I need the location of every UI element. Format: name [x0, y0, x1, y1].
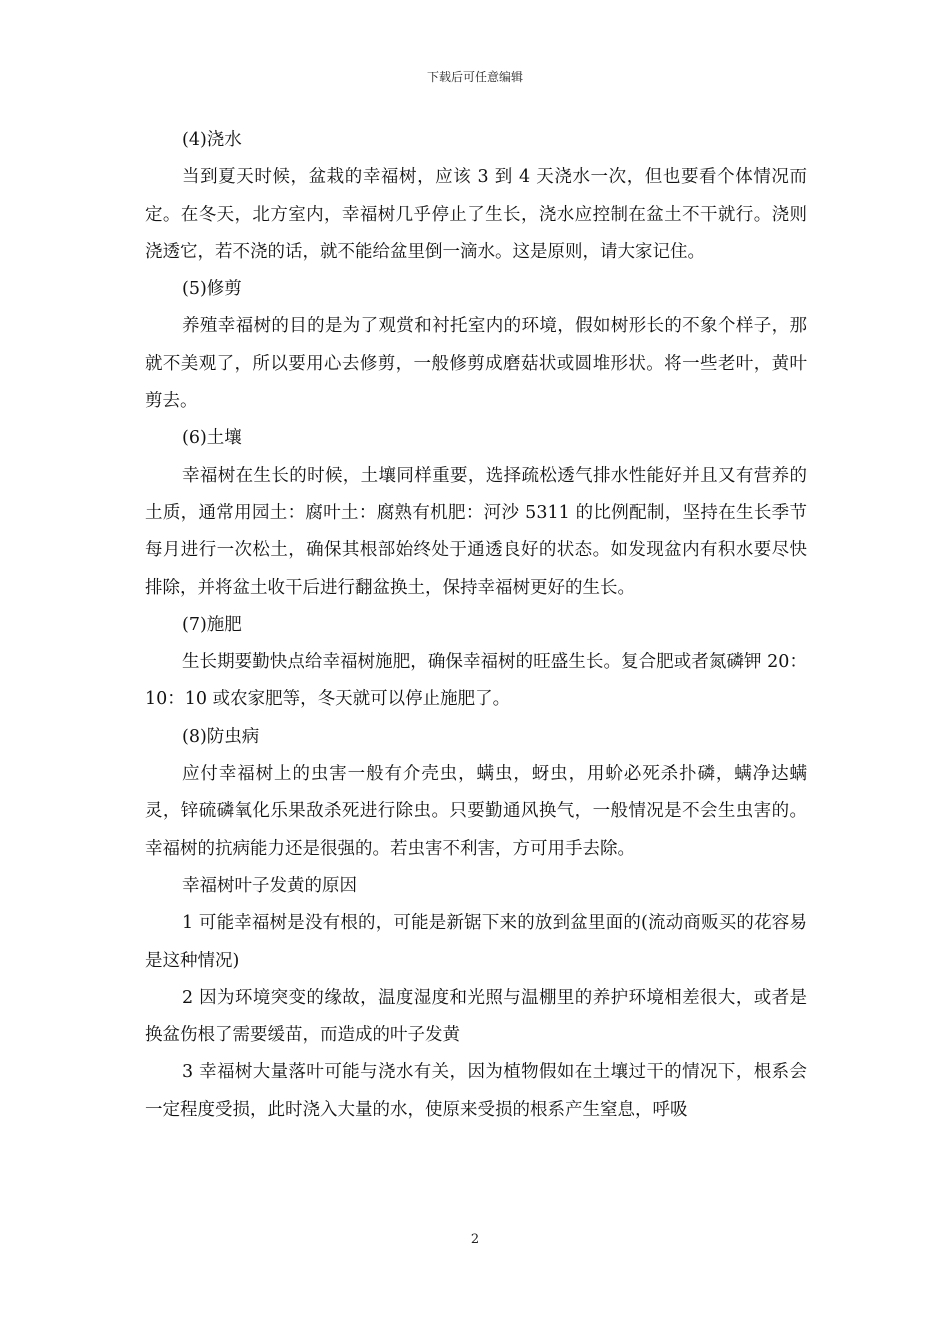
section-heading-fertilizing: (7)施肥: [182, 614, 242, 635]
list-item-reason-2: 2 因为环境突变的缘故，温度湿度和光照与温棚里的养护环境相差很大，或者是换盆伤根了需要缓苗，而造成的叶子发黄: [145, 987, 807, 1046]
paragraph-pest-control: 应付幸福树上的虫害一般有介壳虫，螨虫，蚜虫，用蚧必死杀扑磷，螨净达螨灵，锌硫磷氧化乐果敌杀死进行除虫。只要勤通风换气，一般情况是不会生虫害的。幸福树的抗病能力还是很强的。若虫害不利害，方可用手去除。: [145, 764, 807, 859]
section-heading-pruning: (5)修剪: [182, 279, 242, 300]
list-item-reason-3: 3 幸福树大量落叶可能与浇水有关，因为植物假如在土壤过干的情况下，根系会一定程度受损，此时浇入大量的水，使原来受损的根系产生窒息，呼吸: [145, 1062, 807, 1120]
section-heading-watering: (4)浇水: [182, 130, 242, 150]
section-heading-yellow-leaves: 幸福树叶子发黄的原因: [182, 875, 357, 896]
paragraph-soil: 幸福树在生长的时候，土壤同样重要，选择疏松透气排水性能好并且又有营养的土质，通常用园土：腐叶土：腐熟有机肥：河沙 5311 的比例配制，坚持在生长季节每月进行一次松土，确保其根部始终处于通透良好的状态。如发现盆内有积水要尽快排除，并将盆土收干后进行翻盆换土，保持幸福树更好的生长。: [145, 465, 807, 598]
section-heading-pest-control: (8)防虫病: [182, 726, 260, 747]
section-heading-soil: (6)土壤: [182, 428, 242, 449]
document-body: [145, 122, 807, 1129]
paragraph-pruning: 养殖幸福树的目的是为了观赏和衬托室内的环境，假如树形长的不象个样子，那就不美观了，所以要用心去修剪，一般修剪成磨菇状或圆堆形状。将一些老叶，黄叶剪去。: [145, 316, 807, 412]
page-header: 下载后可任意编辑: [426, 70, 523, 84]
list-item-reason-1: 1 可能幸福树是没有根的，可能是新锯下来的放到盆里面的(流动商贩买的花容易是这种情况): [145, 913, 807, 971]
page-number: 2: [470, 1232, 480, 1247]
paragraph-watering: 当到夏天时候，盆栽的幸福树，应该 3 到 4 天浇水一次，但也要看个体情况而定。在冬天，北方室内，幸福树几乎停止了生长，浇水应控制在盆土不干就行。浇则浇透它，若不浇的话，就不能给盆里倒一滴水。这是原则，请大家记住。: [145, 167, 807, 262]
paragraph-fertilizing: 生长期要勤快点给幸福树施肥，确保幸福树的旺盛生长。复合肥或者氮磷钾 20：10：10 或农家肥等，冬天就可以停止施肥了。: [145, 652, 807, 710]
